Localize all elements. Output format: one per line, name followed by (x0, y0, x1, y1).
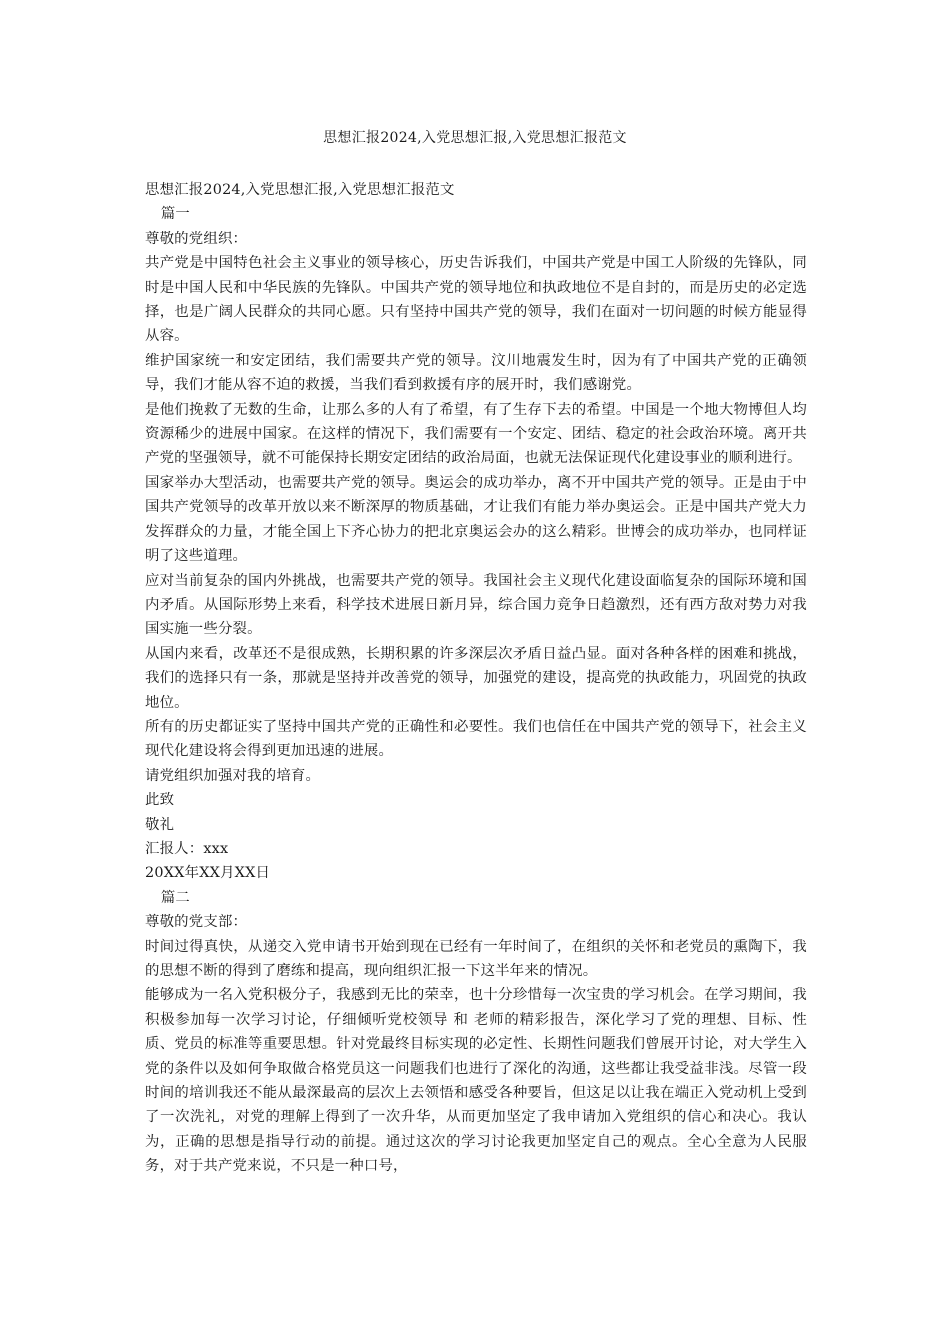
document-title: 思想汇报2024,入党思想汇报,入党思想汇报范文 (323, 130, 627, 146)
paragraph: 应对当前复杂的国内外挑战，也需要共产党的领导。我国社会主义现代化建设面临复杂的国际环境和国内矛盾。从国际形势上来看，科学技术进展日新月异，综合国力竞争日趋激烈，还有西方敌对势力对我国实施一些分裂。 (145, 572, 807, 638)
paragraph: 是他们挽救了无数的生命，让那么多的人有了希望，有了生存下去的希望。中国是一个地大物博但人均资源稀少的进展中国家。在这样的情况下，我们需要有一个安定、团结、稳定的社会政治环境。离开共产党的坚强领导，就不可能保持长期安定团结的政治局面，也就无法保证现代化建设事业的顺利进行。 (145, 401, 807, 467)
document-body (145, 178, 807, 1179)
paragraph: 所有的历史都证实了坚持中国共产党的正确性和必要性。我们也信任在中国共产党的领导下，社会主义现代化建设将会得到更加迅速的进展。 (145, 718, 807, 760)
paragraph: 请党组织加强对我的培育。 (145, 767, 321, 784)
salutation-1: 尊敬的党组织： (145, 230, 248, 247)
body-heading: 思想汇报2024,入党思想汇报,入党思想汇报范文 (145, 182, 455, 198)
paragraph: 从国内来看，改革还不是很成熟，长期积累的许多深层次矛盾日益凸显。面对各种各样的困难和挑战，我们的选择只有一条，那就是坚持并改善党的领导，加强党的建设，提高党的执政能力，巩固党的执政地位。 (145, 645, 807, 711)
paragraph: 能够成为一名入党积极分子，我感到无比的荣幸，也十分珍惜每一次宝贵的学习机会。在学习期间，我积极参加每一次学习讨论，仔细倾听党校领导 和 老师的精彩报告，深化学习了党的理想、目标、性质、党员的标准等重要思想。针对党最终目标实现的必定性、长期性问题我们曾展开讨论，对大学生入党的条件以及如何争取做合格党员这一问题我们也进行了深化的沟通，这些都让我受益非浅。尽管一段时间的培训我还不能从最深最高的层次上去领悟和感受各种要旨，但这足以让我在端正入党动机上受到了一次洗礼，对党的理解上得到了一次升华，从而更加坚定了我申请加入党组织的信心和决心。我认为，正确的思想是指导行动的前提。通过这次的学习讨论我更加坚定自己的观点。全心全意为人民服务，对于共产党来说，不只是一种口号， (145, 987, 807, 1175)
closing-line: 此致 (145, 792, 175, 809)
paragraph: 维护国家统一和安定团结，我们需要共产党的领导。汶川地震发生时，因为有了中国共产党的正确领导，我们才能从容不迫的救援，当我们看到救援有序的展开时，我们感谢党。 (145, 352, 807, 394)
paragraph: 时间过得真快，从递交入党申请书开始到现在已经有一年时间了，在组织的关怀和老党员的熏陶下，我的思想不断的得到了磨练和提高，现向组织汇报一下这半年来的情况。 (145, 938, 807, 979)
paragraph: 国家举办大型活动，也需要共产党的领导。奥运会的成功举办，离不开中国共产党的领导。正是由于中国共产党领导的改革开放以来不断深厚的物质基础，才让我们有能力举办奥运会。正是中国共产党大力发挥群众的力量，才能全国上下齐心协力的把北京奥运会办的这么精彩。世博会的成功举办，也同样证明了这些道理。 (145, 474, 807, 565)
date-line: 20XX年XX月XX日 (145, 865, 271, 882)
closing-salute: 敬礼 (145, 816, 175, 833)
section-label-2: 篇二 (160, 889, 191, 906)
section-label-1: 篇一 (160, 206, 191, 223)
signature: 汇报人：xxx (145, 840, 229, 857)
salutation-2: 尊敬的党支部： (145, 914, 248, 931)
paragraph: 共产党是中国特色社会主义事业的领导核心，历史告诉我们，中国共产党是中国工人阶级的先锋队，同时是中国人民和中华民族的先锋队。中国共产党的领导地位和执政地位不是自封的，而是历史的必定选择，也是广阔人民群众的共同心愿。只有坚持中国共产党的领导，我们在面对一切问题的时候方能显得从容。 (145, 255, 807, 345)
